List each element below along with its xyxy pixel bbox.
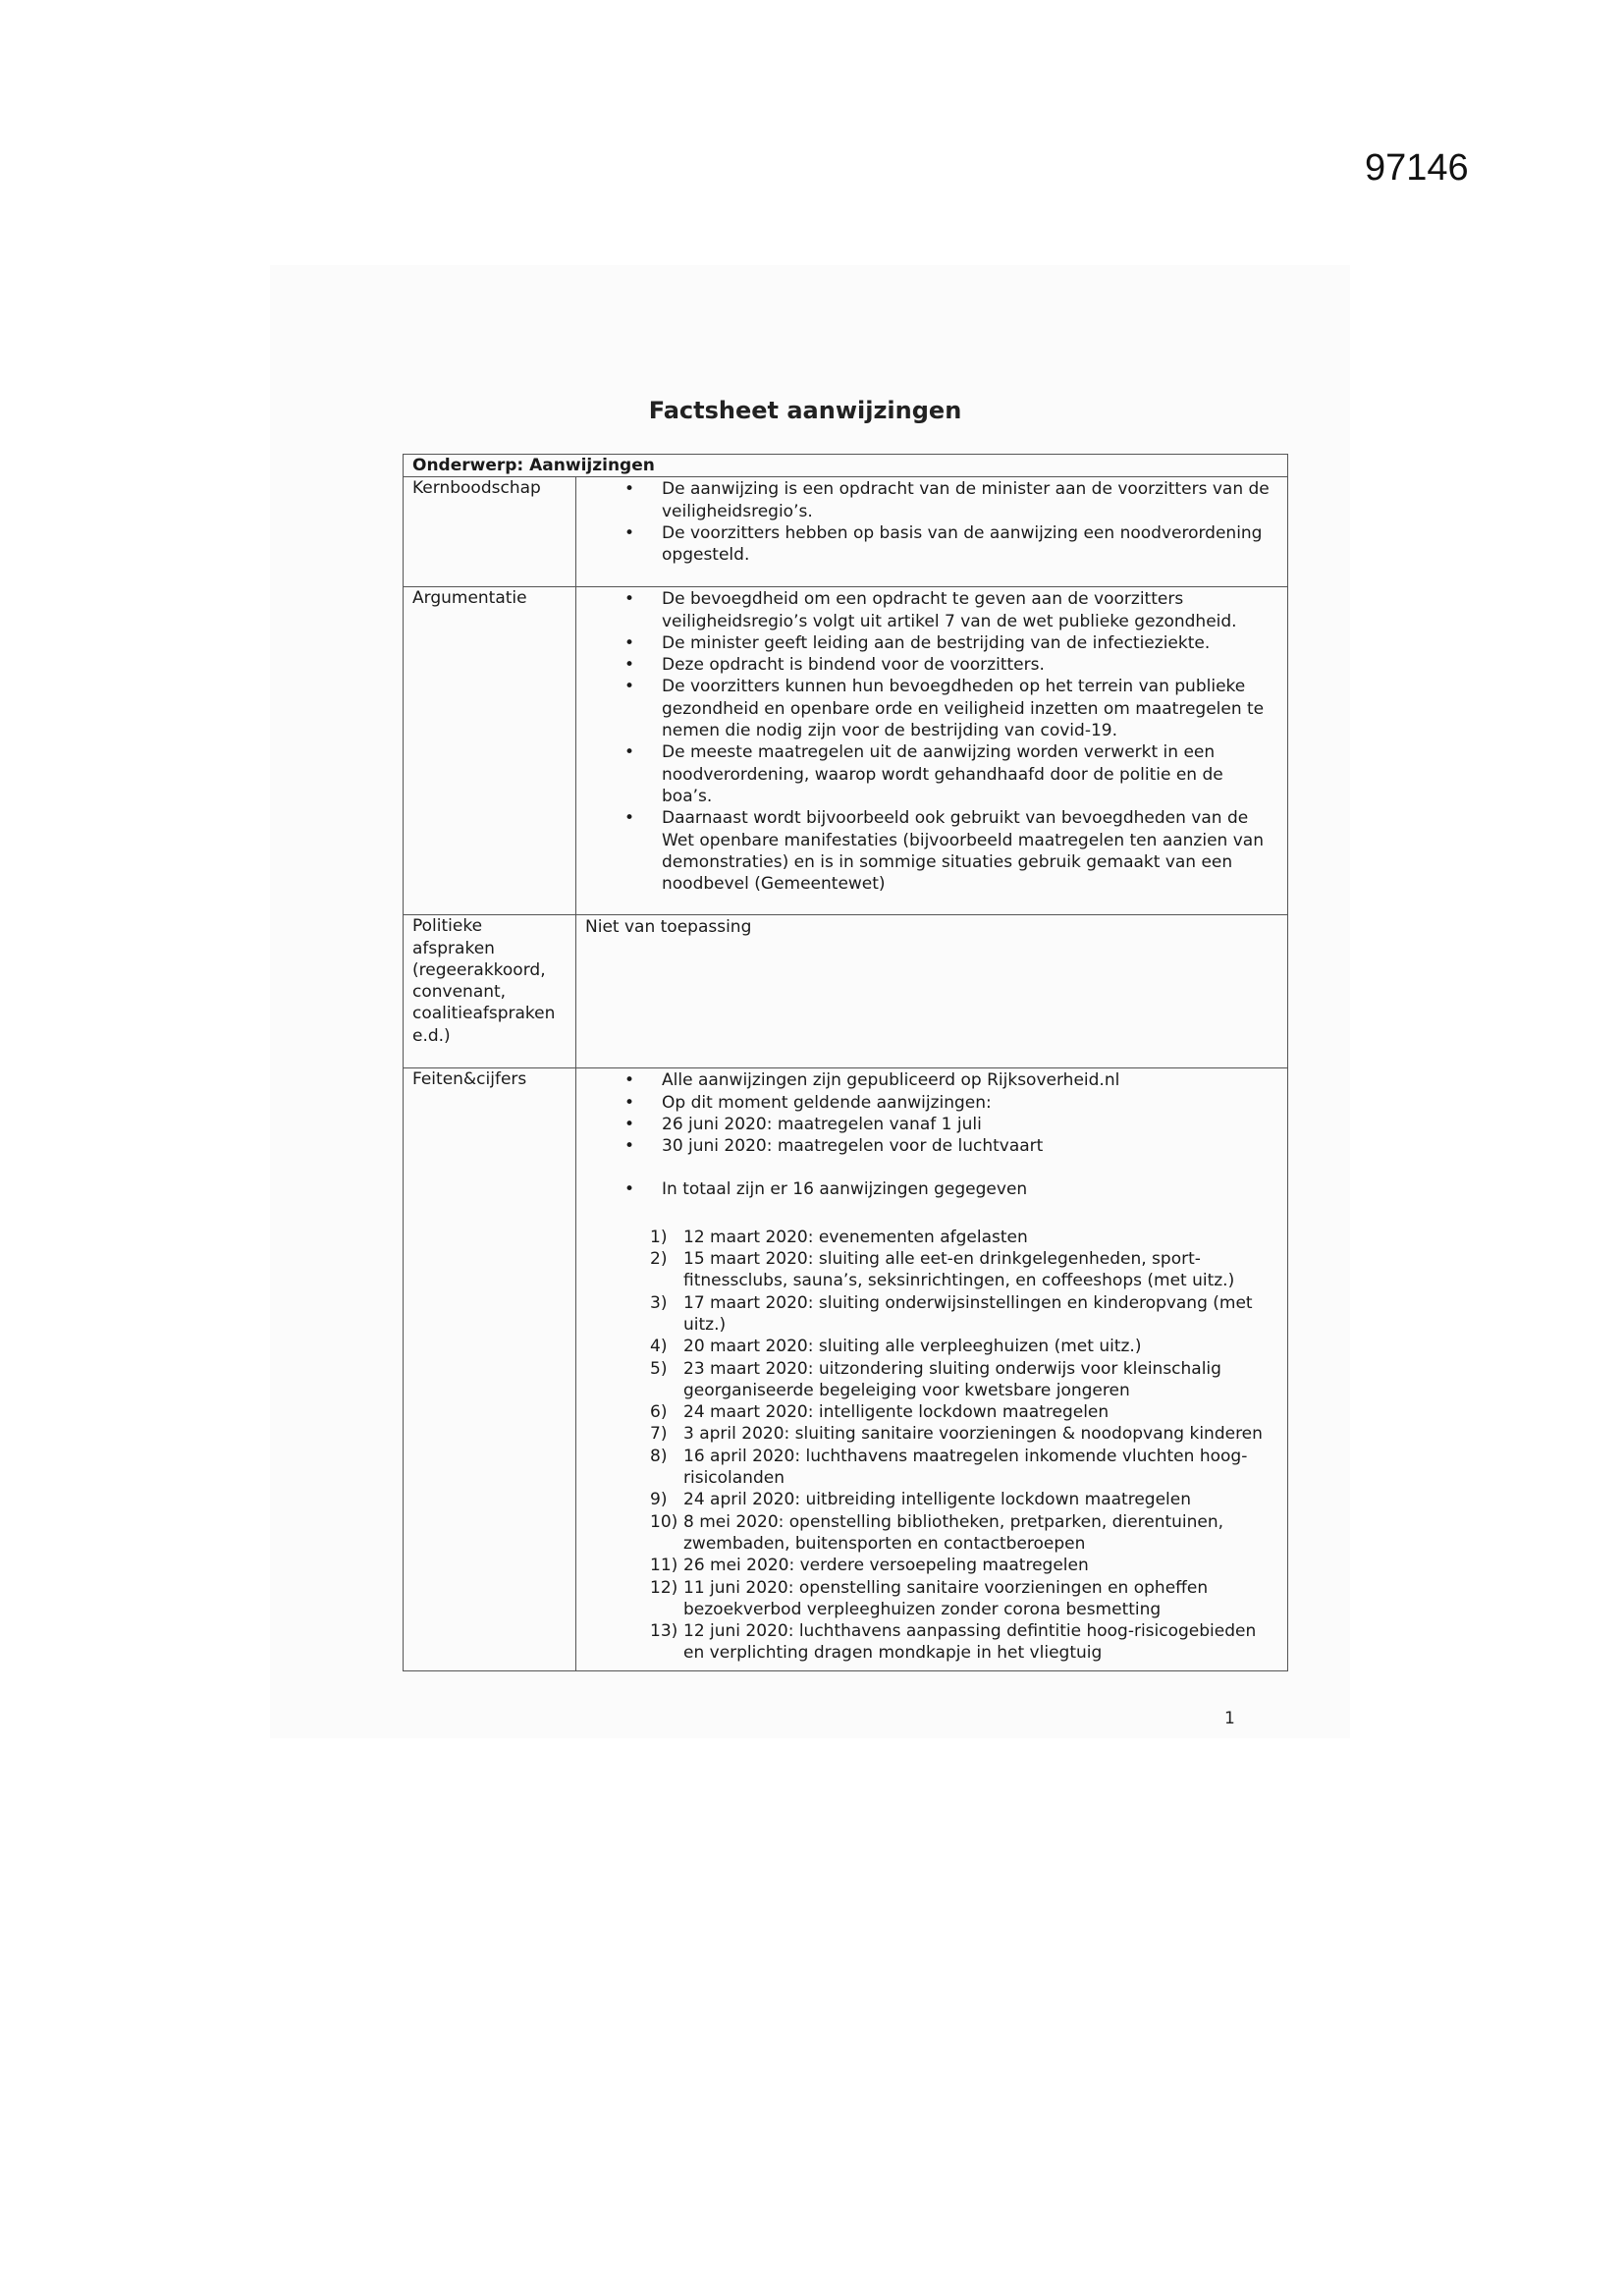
list-item: [650, 1446, 1278, 1490]
list-item: [650, 1292, 1278, 1337]
item-number: 7): [650, 1424, 668, 1445]
list-item: • Op dit moment geldende aanwijzingen:: [624, 1092, 1278, 1114]
subject-row: [404, 455, 1288, 477]
list-item: • Daarnaast wordt bijvoorbeeld ook gebruikt van bevoegdheden van de Wet openbare manifestaties (bijvoorbeeld maatregelen ten aanzien van demonstraties) en is in sommige situaties gebruik gemaakt van een noodbevel (Gemeentewet): [624, 807, 1278, 895]
bullet-list: [585, 1069, 1278, 1157]
list-item: • De bevoegdheid om een opdracht te geven aan de voorzitters veiligheidsregio’s volgt uit artikel 7 van de wet publieke gezondheid.: [624, 588, 1278, 632]
item-text: 8 mei 2020: openstelling bibliotheken, pretparken, dierentuinen, zwembaden, buitensporten en contactberoepen: [683, 1511, 1224, 1554]
list-item: [650, 1423, 1278, 1445]
bullet-list: [585, 478, 1278, 566]
item-number: 6): [650, 1402, 668, 1423]
row-content: [576, 477, 1288, 587]
page-title: Factsheet aanwijzingen: [648, 397, 962, 424]
item-number: 8): [650, 1446, 668, 1466]
document-number: 97146: [1365, 147, 1469, 189]
item-text: 3 april 2020: sluiting sanitaire voorzieningen & noodopvang kinderen: [683, 1424, 1263, 1445]
item-text: 20 maart 2020: sluiting alle verpleeghuizen (met uitz.): [683, 1337, 1142, 1357]
bullet-list: [585, 588, 1278, 895]
page-number: 1: [1224, 1709, 1235, 1728]
row-content: Niet van toepassing: [576, 915, 1288, 1068]
list-item: [650, 1227, 1278, 1248]
item-text: 24 april 2020: uitbreiding intelligente lockdown maatregelen: [683, 1490, 1191, 1510]
table-row-argumentatie: [404, 587, 1288, 915]
table-row-kernboodschap: [404, 477, 1288, 587]
item-number: 12): [650, 1577, 678, 1598]
item-number: 13): [650, 1621, 678, 1642]
item-number: 9): [650, 1490, 668, 1510]
list-item: [650, 1401, 1278, 1423]
list-item: • De aanwijzing is een opdracht van de minister aan de voorzitters van de veiligheidsregio’s.: [624, 478, 1278, 522]
item-number: 4): [650, 1337, 668, 1357]
table-row-feiten-cijfers: [404, 1068, 1288, 1670]
list-item: • De meeste maatregelen uit de aanwijzing worden verwerkt in een noodverordening, waarop wordt gehandhaafd door de politie en de boa’s.: [624, 741, 1278, 807]
item-text: 12 juni 2020: luchthavens aanpassing defintitie hoog-risicogebieden en verplichting dragen mondkapje in het vliegtuig: [683, 1621, 1257, 1664]
item-text: 26 mei 2020: verdere versoepeling maatregelen: [683, 1556, 1089, 1576]
list-item: • De minister geeft leiding aan de bestrijding van de infectieziekte.: [624, 632, 1278, 654]
list-item: [650, 1248, 1278, 1292]
row-label: Feiten&cijfers: [404, 1068, 576, 1670]
item-number: 11): [650, 1556, 678, 1576]
item-text: 15 maart 2020: sluiting alle eet-en drinkgelegenheden, sport-fitnessclubs, sauna’s, seksinrichtingen, en coffeeshops (met uitz.): [683, 1249, 1235, 1291]
item-text: 23 maart 2020: uitzondering sluiting onderwijs voor kleinschalig georganiseerde begeleiging voor kwetsbare jongeren: [683, 1358, 1221, 1400]
row-content: [576, 587, 1288, 915]
bullet-list: [585, 1178, 1278, 1200]
list-item: • In totaal zijn er 16 aanwijzingen gegegeven: [624, 1178, 1278, 1200]
table-row-politieke-afspraken: [404, 915, 1288, 1068]
row-label: Kernboodschap: [404, 477, 576, 587]
row-label: Argumentatie: [404, 587, 576, 915]
list-item: • Deze opdracht is bindend voor de voorzitters.: [624, 654, 1278, 676]
list-item: [650, 1511, 1278, 1556]
item-number: 2): [650, 1249, 668, 1270]
list-item: • 30 juni 2020: maatregelen voor de luchtvaart: [624, 1135, 1278, 1157]
list-item: [650, 1489, 1278, 1510]
list-item: • Alle aanwijzingen zijn gepubliceerd op Rijksoverheid.nl: [624, 1069, 1278, 1091]
list-item: • De voorzitters hebben op basis van de aanwijzing een noodverordening opgesteld.: [624, 522, 1278, 567]
item-number: 3): [650, 1292, 668, 1313]
row-label: Politieke afspraken (regeerakkoord, convenant, coalitieafspraken e.d.): [404, 915, 576, 1068]
list-item: [650, 1555, 1278, 1576]
row-content: [576, 1068, 1288, 1670]
factsheet-table: [403, 454, 1288, 1671]
list-item: [650, 1358, 1278, 1402]
item-text: 12 maart 2020: evenementen afgelasten: [683, 1227, 1028, 1247]
item-text: 16 april 2020: luchthavens maatregelen inkomende vluchten hoog-risicolanden: [683, 1446, 1248, 1489]
item-text: 17 maart 2020: sluiting onderwijsinstellingen en kinderopvang (met uitz.): [683, 1292, 1253, 1335]
list-item: [650, 1577, 1278, 1621]
list-item: [650, 1620, 1278, 1665]
item-text: 11 juni 2020: openstelling sanitaire voorzieningen en opheffen bezoekverbod verpleeghuizen zonder corona besmetting: [683, 1577, 1209, 1619]
list-item: [650, 1336, 1278, 1357]
subject-heading: Onderwerp: Aanwijzingen: [404, 455, 1288, 477]
item-number: 10): [650, 1511, 678, 1532]
list-item: • De voorzitters kunnen hun bevoegdheden op het terrein van publieke gezondheid en openbare orde en veiligheid inzetten om maatregelen te nemen die nodig zijn voor de bestrijding van covid-19.: [624, 676, 1278, 741]
item-number: 5): [650, 1358, 668, 1379]
list-item: • 26 juni 2020: maatregelen vanaf 1 juli: [624, 1114, 1278, 1135]
numbered-list: [585, 1227, 1278, 1665]
item-number: 1): [650, 1227, 668, 1247]
item-text: 24 maart 2020: intelligente lockdown maatregelen: [683, 1402, 1110, 1423]
